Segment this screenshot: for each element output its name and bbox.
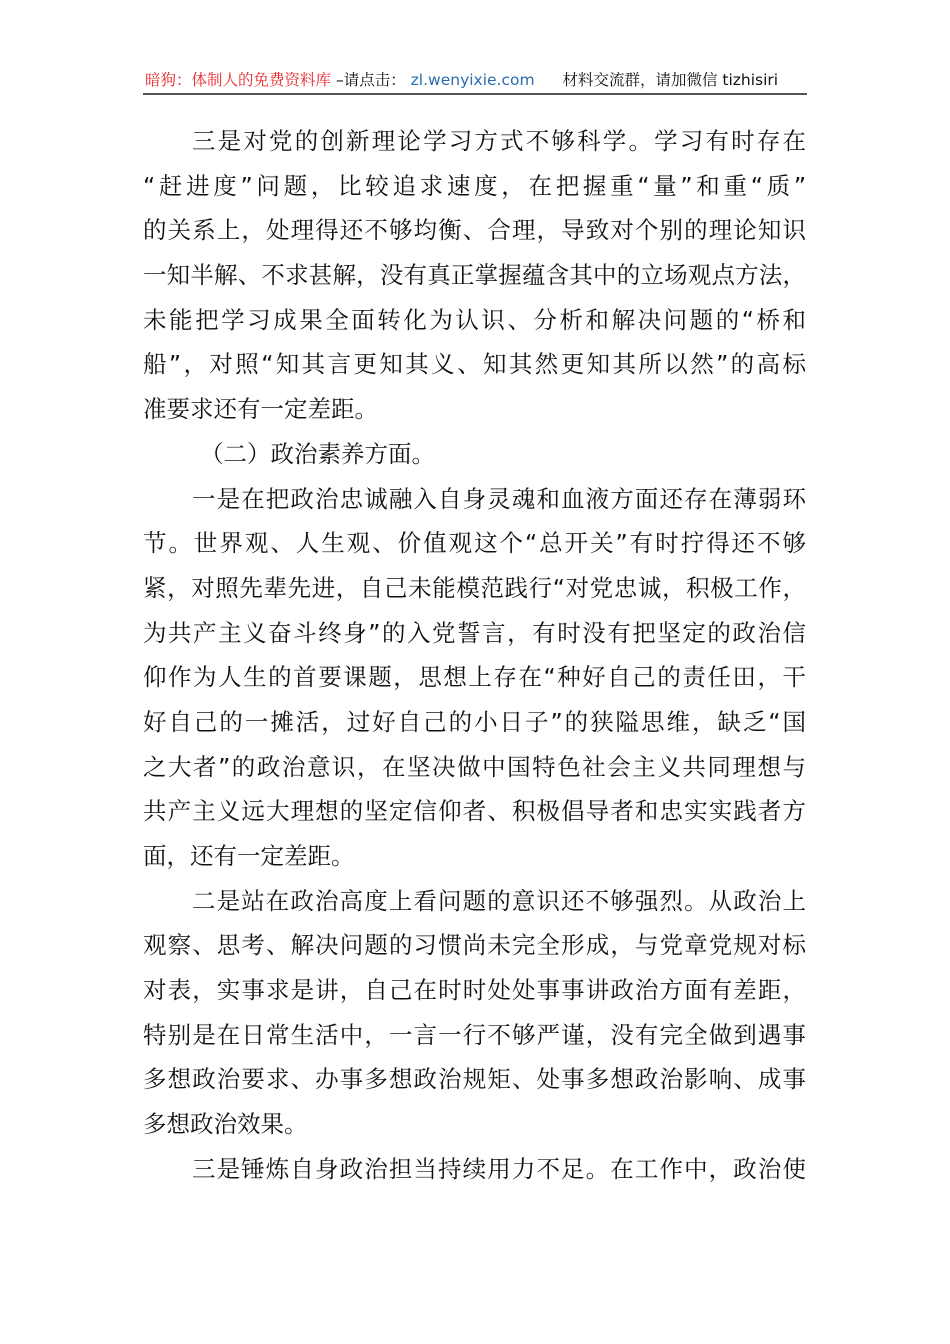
paragraph-line: 共产主义远大理想的坚定信仰者、积极倡导者和忠实实践者方 <box>143 797 806 826</box>
paragraph-line: 三是对党的创新理论学习方式不够科学。学习有时存在 <box>192 127 806 155</box>
paragraph-line: 特别是在日常生活中，一言一行不够严谨，没有完全做到遇事 <box>143 1020 806 1049</box>
paragraph-line: “赶进度”问题，比较追求速度，在把握重“量”和重“质” <box>143 171 806 200</box>
header-link[interactable]: zl.wenyixie.com <box>410 71 535 89</box>
paragraph-line: 准要求还有一定差距。 <box>143 395 378 424</box>
paragraph-line: 三是锤炼自身政治担当持续用力不足。在工作中，政治使 <box>192 1154 806 1183</box>
paragraph-line: 二是站在政治高度上看问题的意识还不够强烈。从政治上 <box>192 886 806 915</box>
header-divider <box>143 93 807 95</box>
document-body <box>143 119 806 1192</box>
paragraph-line: 面，还有一定差距。 <box>143 842 355 870</box>
section-heading: （二）政治素养方面。 <box>200 439 435 468</box>
paragraph-line: 的关系上，处理得还不够均衡、合理，导致对个别的理论知识 <box>143 216 806 245</box>
page-header <box>145 68 805 92</box>
paragraph-line: 好自己的一摊活，过好自己的小日子”的狭隘思维，缺乏“国 <box>143 707 806 736</box>
paragraph-line: 为共产主义奋斗终身”的入党誓言，有时没有把坚定的政治信 <box>143 618 806 647</box>
paragraph-line: 仰作为人生的首要课题，思想上存在“种好自己的责任田，干 <box>143 663 806 692</box>
paragraph-line: 节。世界观、人生观、价值观这个“总开关”有时拧得还不够 <box>143 529 806 558</box>
paragraph-line: 紧，对照先辈先进，自己未能模范践行“对党忠诚，积极工作， <box>143 573 806 602</box>
paragraph-line: 船”，对照“知其言更知其义、知其然更知其所以然”的高标 <box>143 350 806 379</box>
header-prompt: –请点击： <box>335 71 406 89</box>
paragraph-line: 一知半解、不求甚解，没有真正掌握蕴含其中的立场观点方法， <box>143 261 806 290</box>
paragraph-line: 观察、思考、解决问题的习惯尚未完全形成，与党章党规对标 <box>143 931 806 960</box>
paragraph-line: 多想政治效果。 <box>143 1110 308 1139</box>
header-brand: 暗狗：体制人的免费资料库 <box>145 71 332 89</box>
paragraph-line: 一是在把政治忠诚融入自身灵魂和血液方面还存在薄弱环 <box>192 484 806 513</box>
header-contact: 材料交流群，请加微信 tizhisiri <box>562 71 779 89</box>
paragraph-line: 未能把学习成果全面转化为认识、分析和解决问题的“桥和 <box>143 305 806 334</box>
paragraph-line: 对表，实事求是讲，自己在时时处处事事讲政治方面有差距， <box>143 976 806 1005</box>
paragraph-line: 之大者”的政治意识，在坚决做中国特色社会主义共同理想与 <box>143 752 806 781</box>
paragraph-line: 多想政治要求、办事多想政治规矩、处事多想政治影响、成事 <box>143 1065 806 1094</box>
